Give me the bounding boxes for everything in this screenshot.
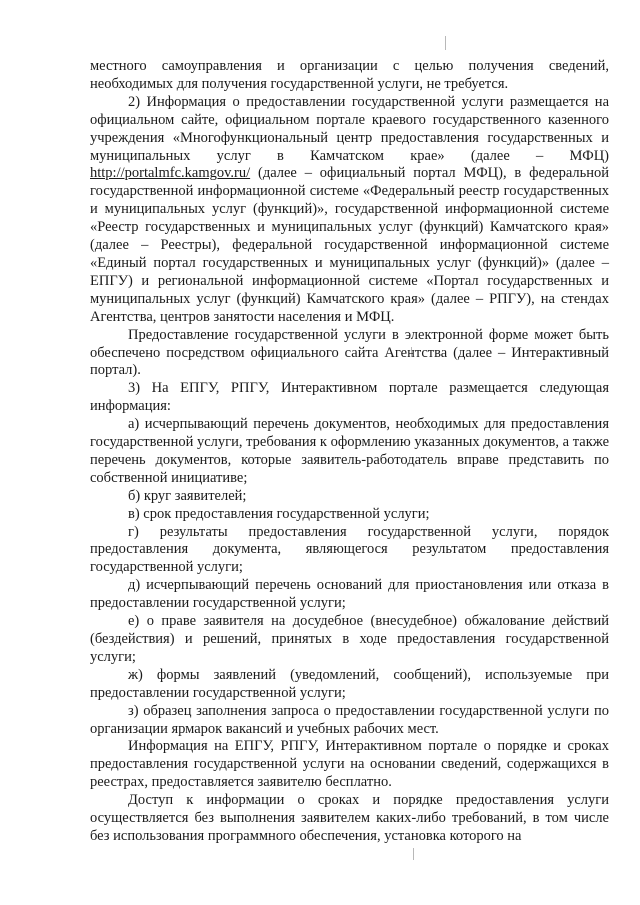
- paragraph-text: 2) Информация о предоставлении государственной услуги размещается на официальном сайте, официальном портале краевого государственного казенного учреждения «Многофункциональный центр предоставления государственных и муниципальных услуг в Камчатском крае» (далее – МФЦ): [90, 93, 609, 164]
- list-item-zh: ж) формы заявлений (уведомлений, сообщений), используемые при предоставлении государственной услуги;: [90, 666, 609, 701]
- list-item-d: д) исчерпывающий перечень оснований для приостановления или отказа в предоставлении государственной услуги;: [90, 577, 609, 612]
- paragraph-text: (далее – официальный портал МФЦ), в федеральной государственной информационной системе «Федеральный реестр государственных и муниципальных услуг (функций)», государственной информационной системе «Реестр государственных и муниципальных услуг (функций) Камчатского края» (далее – Реестры), федеральной государственной информационной системе «Единый портал государственных и муниципальных услуг (функций)» (далее – ЕПГУ) и региональной информационной системе «Портал государственных и муниципальных услуг (функций) Камчатского края» (далее – РПГУ), на стендах Агентства, центров занятости населения и МФЦ.: [90, 165, 609, 325]
- list-item-a: а) исчерпывающий перечень документов, необходимых для предоставления государственной услуги, требования к оформлению указанных документов, а также перечень документов, которые заявитель-работодатель вправе представить по собственной инициативе;: [90, 416, 609, 486]
- paragraph-access: Доступ к информации о сроках и порядке предоставления услуги осуществляется без выполнения заявителем каких-либо требований, в том числе без использования программного обеспечения, установка которого на: [90, 792, 609, 844]
- list-item-z: з) образец заполнения запроса о предоставлении государственной услуги по организации ярмарок вакансий и учебных рабочих мест.: [90, 702, 609, 737]
- portal-mfc-link[interactable]: http://portalmfc.kamgov.ru/: [90, 165, 251, 182]
- scan-artifact-line: [413, 848, 414, 860]
- document-body: [90, 58, 609, 846]
- list-item-g: г) результаты предоставления государственной услуги, порядок предоставления документа, являющегося результатом предоставления государственной услуги;: [90, 523, 609, 576]
- paragraph-portal-info-heading: 3) На ЕПГУ, РПГУ, Интерактивном портале размещается следующая информация:: [90, 380, 609, 415]
- paragraph-electronic-form: Предоставление государственной услуги в электронной форме может быть обеспечено посредством официального сайта Агентства (далее – Интерактивный портал).: [90, 326, 609, 379]
- paragraph-continuation: местного самоуправления и организации с целью получения сведений, необходимых для получения государственной услуги, не требуется.: [90, 58, 609, 92]
- list-item-e: е) о праве заявителя на досудебное (внесудебное) обжалование действий (бездействия) и решений, принятых в ходе предоставления государственной услуги;: [90, 613, 609, 665]
- list-item-v: в) срок предоставления государственной услуги;: [128, 505, 430, 522]
- scan-artifact-line: [445, 36, 446, 50]
- paragraph-info-placement: [90, 94, 609, 327]
- list-item-b: б) круг заявителей;: [128, 487, 247, 504]
- paragraph-free-info: Информация на ЕПГУ, РПГУ, Интерактивном портале о порядке и сроках предоставления государственной услуги на основании сведений, содержащихся в реестрах, предоставляется заявителю бесплатно.: [90, 738, 609, 791]
